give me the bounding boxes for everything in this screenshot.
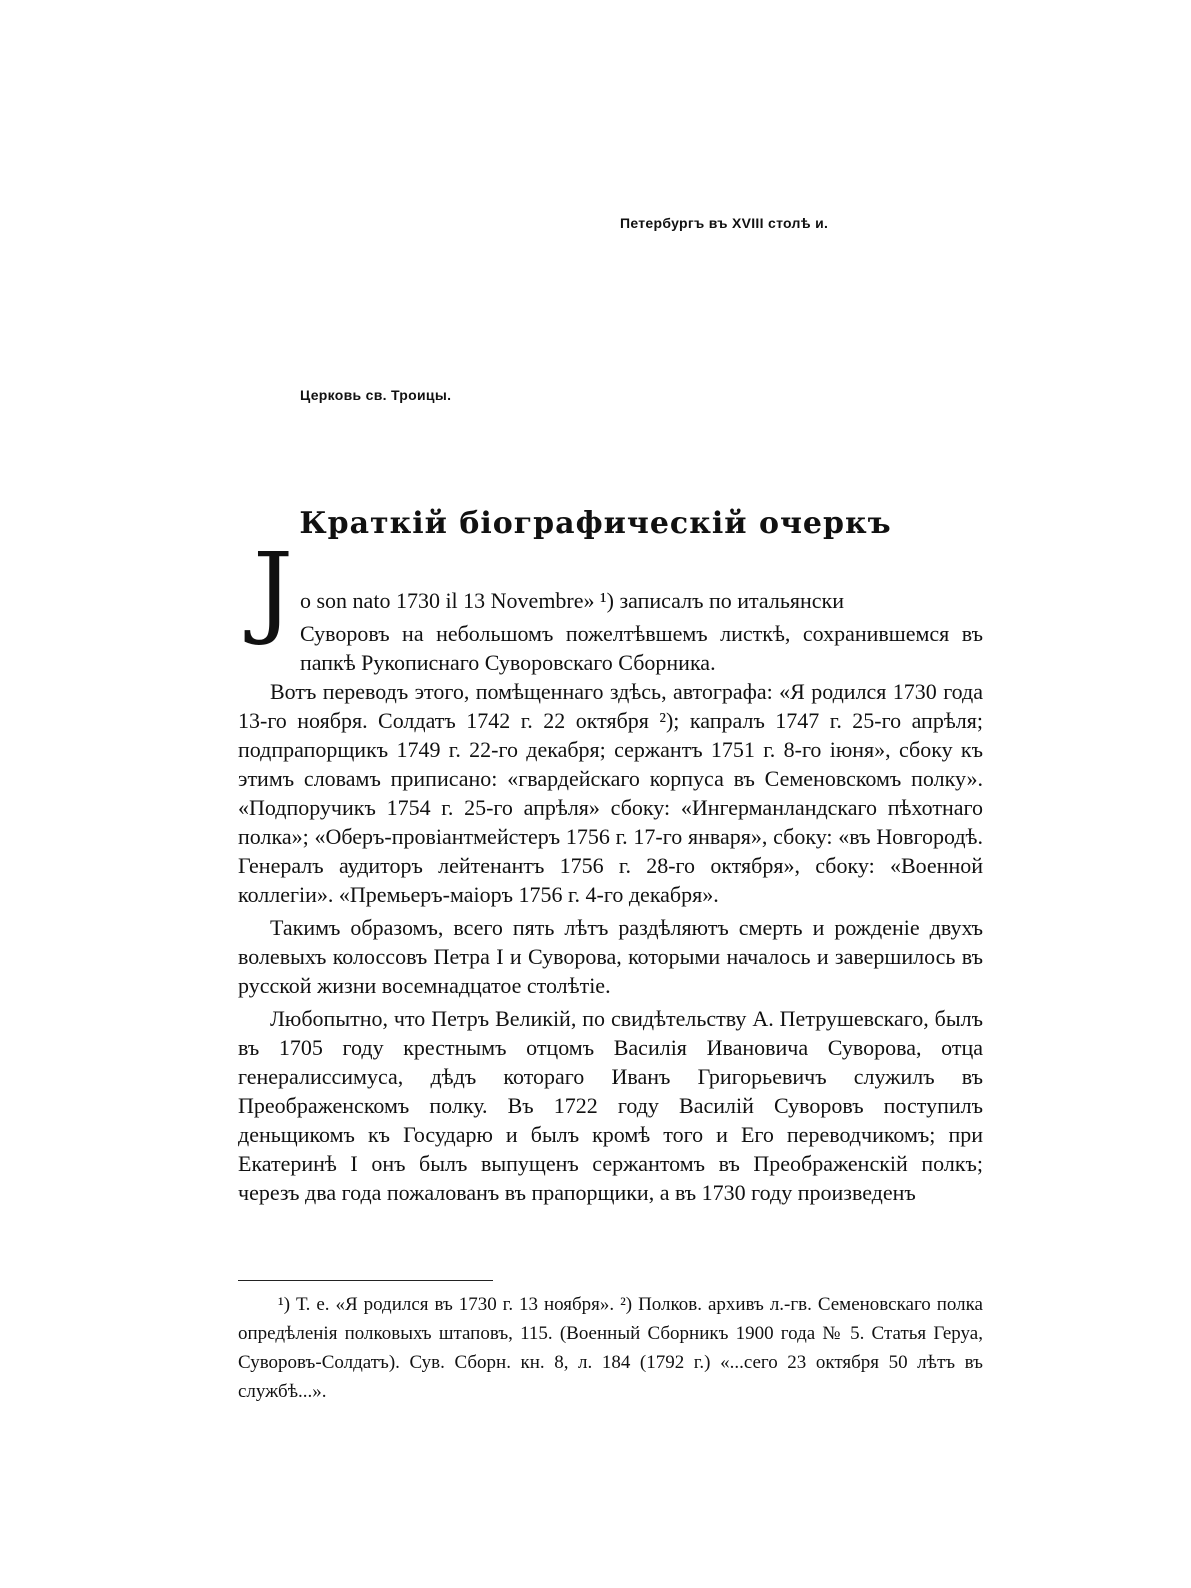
image-caption-trinity-church: Церковь св. Троицы. [300,387,452,403]
footnotes: ¹) Т. е. «Я родился въ 1730 г. 13 ноября». ²) Полков. архивъ л.-гв. Семеновскаго полка опредѣленія полковыхъ штаповъ, 115. (Военный Сборникъ 1900 года № 5. Статья Геруа, Суворовъ-Солдатъ). Сув. Сборн. кн. 8, л. 184 (1792 г.) «...сего 23 октября 50 лѣтъ въ службѣ...». [238,1294,983,1402]
paragraph-1-text: Суворовъ на небольшомъ пожелтѣвшемъ листкѣ, сохранившемся въ папкѣ Рукописнаго Суворовскаго Сборника. [300,621,983,675]
paragraph-4: Любопытно, что Петръ Великій, по свидѣтельству А. Петрушевскаго, былъ въ 1705 году крестнымъ отцомъ Василія Ивановича Суворова, отца генералиссимуса, дѣдъ котораго Иванъ Григорьевичъ служилъ въ Преображенскомъ полку. Въ 1722 году Василій Суворовъ поступилъ деньщикомъ къ Государю и былъ кромѣ того и Его переводчикомъ; при Екатеринѣ I онъ былъ выпущенъ сержантомъ въ Преображенскій полкъ; черезъ два года пожалованъ въ прапорщики, а въ 1730 году произведенъ [238,1006,983,1205]
page-title: Краткій біографическій очеркъ [299,506,892,541]
drop-cap: J [253,531,294,648]
footnote-divider [238,1280,493,1281]
paragraph-3: Такимъ образомъ, всего пять лѣтъ раздѣляютъ смерть и рожденіе двухъ волевыхъ колоссовъ Петра I и Суворова, которыми началось и завершилось въ русской жизни восемнадцатое столѣтіе. [238,915,983,998]
image-caption-petersburg: Петербургъ въ XVIII столѣ и. [620,215,829,231]
paragraph-2: Вотъ переводъ этого, помѣщеннаго здѣсь, автографа: «Я родился 1730 года 13-го ноября. Солдатъ 1742 г. 22 октября ²); капралъ 1747 г. 25-го апрѣля; подпрапорщикъ 1749 г. 22-го декабря; сержантъ 1751 г. 8-го іюня», сбоку къ этимъ словамъ приписано: «гвардейскаго корпуса въ Семеновскомъ полку». «Подпоручикъ 1754 г. 25-го апрѣля» сбоку: «Ингерманландскаго пѣхотнаго полка»; «Оберъ-провіантмейстеръ 1756 г. 17-го января», сбоку: «въ Новгородѣ. Генералъ аудиторъ лейтенантъ 1756 г. 28-го октября», сбоку: «Военной коллегіи». «Премьеръ-маіоръ 1756 г. 4-го декабря». [238,679,983,907]
paragraph-1-continuation [300,619,983,677]
paragraph-1-first-line: o son nato 1730 il 13 Novembre» ¹) записалъ по итальянски [300,588,845,613]
article-body [238,677,983,1207]
